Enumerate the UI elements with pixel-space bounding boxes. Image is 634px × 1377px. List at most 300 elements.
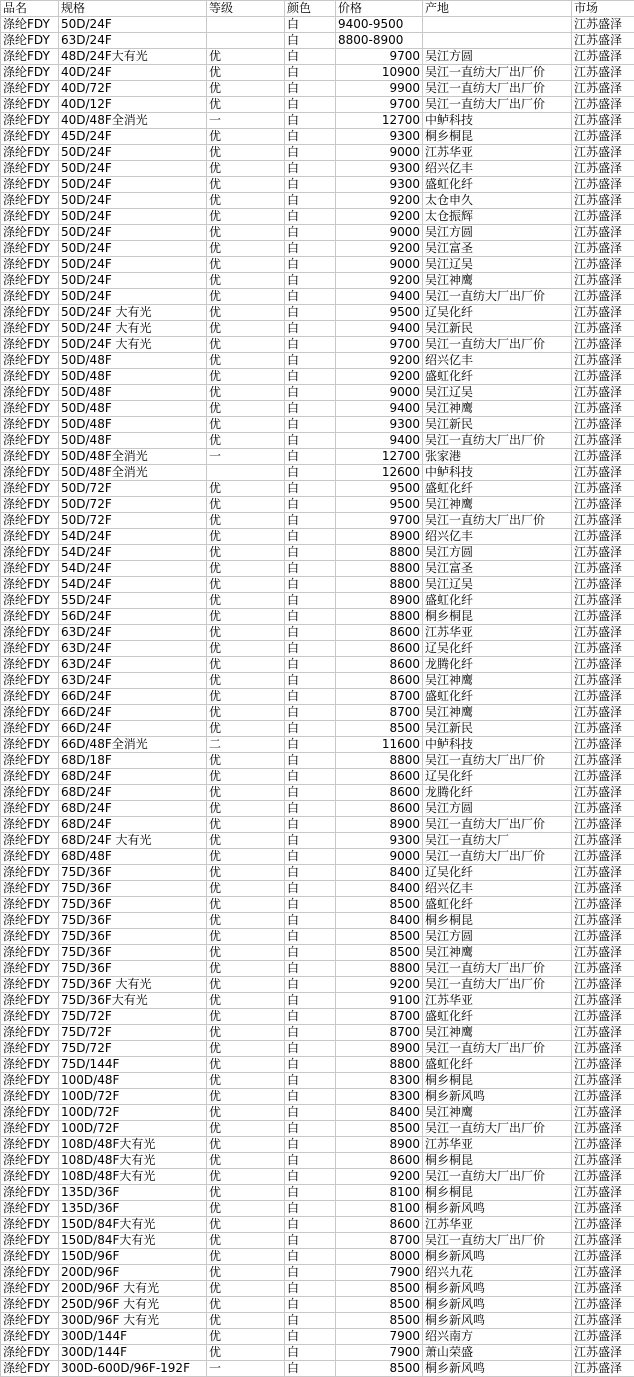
cell-market: 江苏盛泽: [572, 465, 634, 481]
cell-spec: 66D/24F: [59, 689, 207, 705]
cell-price: 8500: [336, 945, 423, 961]
cell-origin: 吴江新民: [423, 721, 572, 737]
cell-color: 白: [285, 721, 336, 737]
cell-color: 白: [285, 833, 336, 849]
cell-product-name: 涤纶FDY: [1, 849, 59, 865]
table-row: [1, 513, 634, 529]
cell-price: 7900: [336, 1345, 423, 1361]
cell-spec: 75D/72F: [59, 1041, 207, 1057]
cell-origin: 太仓振辉: [423, 209, 572, 225]
cell-price: 8900: [336, 817, 423, 833]
cell-price: 9200: [336, 241, 423, 257]
cell-origin: 盛虹化纤: [423, 481, 572, 497]
cell-grade: 优: [207, 1265, 285, 1281]
cell-price: 8600: [336, 785, 423, 801]
cell-price: 8500: [336, 929, 423, 945]
cell-spec: 150D/96F: [59, 1249, 207, 1265]
cell-product-name: 涤纶FDY: [1, 225, 59, 241]
table-row: [1, 1201, 634, 1217]
table-row: [1, 817, 634, 833]
cell-color: 白: [285, 289, 336, 305]
cell-price: 8800-8900: [336, 33, 423, 49]
cell-origin: 龙腾化纤: [423, 657, 572, 673]
cell-product-name: 涤纶FDY: [1, 993, 59, 1009]
cell-origin: 吴江一直纺大厂出厂价: [423, 753, 572, 769]
cell-grade: 优: [207, 481, 285, 497]
cell-price: 8300: [336, 1073, 423, 1089]
table-row: [1, 433, 634, 449]
cell-product-name: 涤纶FDY: [1, 593, 59, 609]
cell-origin: 桐乡新风鸣: [423, 1361, 572, 1377]
cell-grade: 优: [207, 145, 285, 161]
cell-spec: 75D/36F 大有光: [59, 977, 207, 993]
cell-grade: 优: [207, 369, 285, 385]
cell-market: 江苏盛泽: [572, 1185, 634, 1201]
table-row: [1, 257, 634, 273]
cell-origin: 吴江神鹰: [423, 1025, 572, 1041]
cell-color: 白: [285, 961, 336, 977]
cell-market: 江苏盛泽: [572, 1153, 634, 1169]
cell-spec: 50D/24F: [59, 145, 207, 161]
cell-market: 江苏盛泽: [572, 897, 634, 913]
cell-product-name: 涤纶FDY: [1, 529, 59, 545]
cell-color: 白: [285, 209, 336, 225]
cell-origin: 盛虹化纤: [423, 177, 572, 193]
cell-grade: 优: [207, 817, 285, 833]
cell-grade: 优: [207, 49, 285, 65]
cell-spec: 68D/48F: [59, 849, 207, 865]
table-row: [1, 225, 634, 241]
cell-product-name: 涤纶FDY: [1, 1265, 59, 1281]
cell-grade: 优: [207, 1281, 285, 1297]
table-row: [1, 273, 634, 289]
cell-market: 江苏盛泽: [572, 129, 634, 145]
table-row: [1, 673, 634, 689]
cell-product-name: 涤纶FDY: [1, 785, 59, 801]
cell-origin: 绍兴南方: [423, 1329, 572, 1345]
table-row: [1, 369, 634, 385]
cell-grade: 优: [207, 1185, 285, 1201]
cell-origin: 吴江方圆: [423, 49, 572, 65]
cell-color: 白: [285, 17, 336, 33]
cell-color: 白: [285, 545, 336, 561]
cell-color: 白: [285, 433, 336, 449]
cell-color: 白: [285, 945, 336, 961]
cell-product-name: 涤纶FDY: [1, 49, 59, 65]
cell-color: 白: [285, 785, 336, 801]
cell-grade: 优: [207, 945, 285, 961]
cell-product-name: 涤纶FDY: [1, 657, 59, 673]
cell-color: 白: [285, 753, 336, 769]
cell-spec: 75D/36F: [59, 897, 207, 913]
cell-origin: 吴江方圆: [423, 801, 572, 817]
header-color: 颜色: [285, 1, 336, 17]
table-row: [1, 1105, 634, 1121]
cell-spec: 50D/72F: [59, 513, 207, 529]
table-row: [1, 1329, 634, 1345]
cell-product-name: 涤纶FDY: [1, 1217, 59, 1233]
cell-color: 白: [285, 161, 336, 177]
table-row: [1, 49, 634, 65]
cell-spec: 50D/24F: [59, 177, 207, 193]
cell-origin: 中鲈科技: [423, 113, 572, 129]
cell-product-name: 涤纶FDY: [1, 273, 59, 289]
cell-market: 江苏盛泽: [572, 1313, 634, 1329]
cell-price: 8600: [336, 1217, 423, 1233]
cell-grade: 优: [207, 897, 285, 913]
table-row: [1, 849, 634, 865]
cell-spec: 63D/24F: [59, 673, 207, 689]
cell-grade: 优: [207, 721, 285, 737]
cell-price: 9400: [336, 321, 423, 337]
cell-spec: 50D/24F: [59, 289, 207, 305]
cell-color: 白: [285, 225, 336, 241]
cell-origin: 吴江神鹰: [423, 705, 572, 721]
cell-product-name: 涤纶FDY: [1, 113, 59, 129]
cell-market: 江苏盛泽: [572, 833, 634, 849]
cell-market: 江苏盛泽: [572, 1233, 634, 1249]
cell-price: 8800: [336, 545, 423, 561]
cell-grade: 优: [207, 801, 285, 817]
cell-product-name: 涤纶FDY: [1, 833, 59, 849]
cell-grade: 一: [207, 1361, 285, 1377]
cell-price: 9900: [336, 81, 423, 97]
cell-price: 9200: [336, 273, 423, 289]
cell-grade: 优: [207, 225, 285, 241]
cell-market: 江苏盛泽: [572, 913, 634, 929]
cell-origin: 吴江辽吴: [423, 257, 572, 273]
cell-spec: 66D/24F: [59, 705, 207, 721]
cell-market: 江苏盛泽: [572, 689, 634, 705]
cell-product-name: 涤纶FDY: [1, 817, 59, 833]
cell-spec: 300D/144F: [59, 1329, 207, 1345]
cell-spec: 55D/24F: [59, 593, 207, 609]
cell-color: 白: [285, 913, 336, 929]
cell-origin: 辽吴化纤: [423, 865, 572, 881]
table-row: [1, 769, 634, 785]
cell-spec: 50D/24F: [59, 17, 207, 33]
cell-origin: 江苏华亚: [423, 993, 572, 1009]
cell-origin: 吴江一直纺大厂出厂价: [423, 97, 572, 113]
cell-spec: 200D/96F 大有光: [59, 1281, 207, 1297]
cell-product-name: 涤纶FDY: [1, 513, 59, 529]
cell-price: 8500: [336, 1297, 423, 1313]
cell-price: 7900: [336, 1265, 423, 1281]
cell-market: 江苏盛泽: [572, 849, 634, 865]
cell-market: 江苏盛泽: [572, 673, 634, 689]
cell-color: 白: [285, 977, 336, 993]
cell-price: 9200: [336, 977, 423, 993]
cell-market: 江苏盛泽: [572, 977, 634, 993]
cell-origin: 吴江神鹰: [423, 497, 572, 513]
table-row: [1, 1265, 634, 1281]
cell-market: 江苏盛泽: [572, 1169, 634, 1185]
cell-price: 8400: [336, 865, 423, 881]
table-row: [1, 353, 634, 369]
cell-grade: 优: [207, 1201, 285, 1217]
cell-color: 白: [285, 1121, 336, 1137]
cell-color: 白: [285, 257, 336, 273]
cell-spec: 100D/72F: [59, 1121, 207, 1137]
cell-origin: 桐乡新风鸣: [423, 1281, 572, 1297]
cell-origin: 盛虹化纤: [423, 1057, 572, 1073]
cell-origin: 辽吴化纤: [423, 641, 572, 657]
cell-market: 江苏盛泽: [572, 529, 634, 545]
cell-market: 江苏盛泽: [572, 737, 634, 753]
cell-spec: 68D/18F: [59, 753, 207, 769]
cell-spec: 50D/24F: [59, 273, 207, 289]
cell-color: 白: [285, 1329, 336, 1345]
cell-price: 12700: [336, 113, 423, 129]
cell-market: 江苏盛泽: [572, 1009, 634, 1025]
table-row: [1, 833, 634, 849]
cell-color: 白: [285, 193, 336, 209]
cell-grade: 优: [207, 1233, 285, 1249]
cell-color: 白: [285, 801, 336, 817]
table-row: [1, 737, 634, 753]
cell-origin: 吴江一直纺大厂出厂价: [423, 977, 572, 993]
table-row: [1, 1073, 634, 1089]
cell-product-name: 涤纶FDY: [1, 881, 59, 897]
table-row: [1, 1281, 634, 1297]
cell-product-name: 涤纶FDY: [1, 1041, 59, 1057]
table-row: [1, 1297, 634, 1313]
cell-price: 9300: [336, 417, 423, 433]
cell-price: 8400: [336, 881, 423, 897]
cell-color: 白: [285, 993, 336, 1009]
cell-grade: 优: [207, 833, 285, 849]
cell-price: 8000: [336, 1249, 423, 1265]
cell-grade: 优: [207, 593, 285, 609]
cell-spec: 50D/48F全消光: [59, 449, 207, 465]
cell-origin: 绍兴亿丰: [423, 353, 572, 369]
cell-market: 江苏盛泽: [572, 721, 634, 737]
table-row: [1, 705, 634, 721]
cell-product-name: 涤纶FDY: [1, 481, 59, 497]
table-row: [1, 449, 634, 465]
cell-price: 12700: [336, 449, 423, 465]
cell-product-name: 涤纶FDY: [1, 65, 59, 81]
table-row: [1, 241, 634, 257]
cell-market: 江苏盛泽: [572, 577, 634, 593]
cell-origin: 吴江神鹰: [423, 401, 572, 417]
cell-price: 9200: [336, 193, 423, 209]
cell-price: 9400: [336, 433, 423, 449]
cell-price: 8500: [336, 1313, 423, 1329]
cell-color: 白: [285, 689, 336, 705]
cell-spec: 40D/72F: [59, 81, 207, 97]
cell-spec: 300D/96F 大有光: [59, 1313, 207, 1329]
table-row: [1, 657, 634, 673]
cell-product-name: 涤纶FDY: [1, 977, 59, 993]
cell-grade: 优: [207, 1121, 285, 1137]
cell-origin: 中鲈科技: [423, 737, 572, 753]
cell-price: 8800: [336, 753, 423, 769]
cell-spec: 150D/84F大有光: [59, 1217, 207, 1233]
cell-spec: 108D/48F大有光: [59, 1137, 207, 1153]
table-row: [1, 561, 634, 577]
cell-product-name: 涤纶FDY: [1, 241, 59, 257]
cell-color: 白: [285, 177, 336, 193]
cell-origin: 辽吴化纤: [423, 769, 572, 785]
cell-market: 江苏盛泽: [572, 497, 634, 513]
cell-spec: 68D/24F: [59, 769, 207, 785]
table-row: [1, 465, 634, 481]
cell-origin: 盛虹化纤: [423, 369, 572, 385]
cell-price: 8700: [336, 1025, 423, 1041]
cell-market: 江苏盛泽: [572, 65, 634, 81]
cell-spec: 300D-600D/96F-192F: [59, 1361, 207, 1377]
cell-spec: 50D/48F: [59, 433, 207, 449]
cell-grade: 优: [207, 401, 285, 417]
table-row: [1, 545, 634, 561]
cell-market: 江苏盛泽: [572, 1265, 634, 1281]
cell-market: 江苏盛泽: [572, 273, 634, 289]
cell-price: 9300: [336, 161, 423, 177]
cell-origin: 吴江辽吴: [423, 577, 572, 593]
cell-grade: 一: [207, 113, 285, 129]
cell-price: 8500: [336, 1281, 423, 1297]
cell-market: 江苏盛泽: [572, 513, 634, 529]
cell-origin: 吴江一直纺大厂出厂价: [423, 289, 572, 305]
cell-spec: 250D/96F 大有光: [59, 1297, 207, 1313]
cell-color: 白: [285, 817, 336, 833]
cell-product-name: 涤纶FDY: [1, 929, 59, 945]
cell-spec: 63D/24F: [59, 657, 207, 673]
cell-spec: 50D/24F: [59, 161, 207, 177]
cell-color: 白: [285, 1153, 336, 1169]
cell-market: 江苏盛泽: [572, 1361, 634, 1377]
cell-spec: 75D/144F: [59, 1057, 207, 1073]
cell-price: 9400: [336, 401, 423, 417]
cell-origin: 吴江方圆: [423, 545, 572, 561]
cell-market: 江苏盛泽: [572, 97, 634, 113]
cell-spec: 75D/72F: [59, 1025, 207, 1041]
cell-origin: 吴江一直纺大厂出厂价: [423, 65, 572, 81]
cell-grade: 优: [207, 929, 285, 945]
cell-grade: 优: [207, 657, 285, 673]
cell-color: 白: [285, 1313, 336, 1329]
cell-market: 江苏盛泽: [572, 641, 634, 657]
cell-market: 江苏盛泽: [572, 1249, 634, 1265]
cell-color: 白: [285, 385, 336, 401]
cell-grade: 优: [207, 385, 285, 401]
cell-spec: 108D/48F大有光: [59, 1153, 207, 1169]
table-row: [1, 1313, 634, 1329]
cell-spec: 63D/24F: [59, 641, 207, 657]
cell-spec: 108D/48F大有光: [59, 1169, 207, 1185]
cell-origin: 吴江一直纺大厂出厂价: [423, 433, 572, 449]
cell-price: 8900: [336, 1137, 423, 1153]
cell-origin: 江苏华亚: [423, 1137, 572, 1153]
cell-market: 江苏盛泽: [572, 241, 634, 257]
cell-product-name: 涤纶FDY: [1, 1089, 59, 1105]
table-row: [1, 689, 634, 705]
cell-spec: 54D/24F: [59, 561, 207, 577]
cell-spec: 150D/84F大有光: [59, 1233, 207, 1249]
table-row: [1, 1169, 634, 1185]
cell-grade: 优: [207, 577, 285, 593]
cell-market: 江苏盛泽: [572, 961, 634, 977]
cell-product-name: 涤纶FDY: [1, 33, 59, 49]
cell-market: 江苏盛泽: [572, 401, 634, 417]
table-row: [1, 1361, 634, 1377]
cell-grade: 优: [207, 561, 285, 577]
header-row: [1, 1, 634, 17]
cell-price: 8800: [336, 577, 423, 593]
cell-origin: [423, 17, 572, 33]
cell-product-name: 涤纶FDY: [1, 321, 59, 337]
cell-color: 白: [285, 625, 336, 641]
header-origin: 产地: [423, 1, 572, 17]
cell-origin: 吴江一直纺大厂出厂价: [423, 849, 572, 865]
table-row: [1, 1009, 634, 1025]
cell-spec: 40D/24F: [59, 65, 207, 81]
cell-origin: 吴江方圆: [423, 929, 572, 945]
cell-price: 8100: [336, 1185, 423, 1201]
cell-color: 白: [285, 1057, 336, 1073]
cell-origin: 吴江一直纺大厂出厂价: [423, 817, 572, 833]
cell-grade: 优: [207, 1105, 285, 1121]
cell-product-name: 涤纶FDY: [1, 689, 59, 705]
cell-spec: 68D/24F 大有光: [59, 833, 207, 849]
cell-color: 白: [285, 81, 336, 97]
cell-market: 江苏盛泽: [572, 993, 634, 1009]
cell-market: 江苏盛泽: [572, 1297, 634, 1313]
cell-spec: 48D/24F大有光: [59, 49, 207, 65]
cell-grade: 优: [207, 161, 285, 177]
cell-grade: 优: [207, 417, 285, 433]
cell-spec: 68D/24F: [59, 785, 207, 801]
table-row: [1, 929, 634, 945]
table-row: [1, 305, 634, 321]
cell-spec: 54D/24F: [59, 529, 207, 545]
cell-origin: 桐乡新风鸣: [423, 1089, 572, 1105]
cell-spec: 54D/24F: [59, 545, 207, 561]
cell-color: 白: [285, 337, 336, 353]
cell-grade: 优: [207, 625, 285, 641]
cell-grade: [207, 17, 285, 33]
cell-spec: 75D/36F: [59, 961, 207, 977]
cell-spec: 50D/24F: [59, 225, 207, 241]
cell-grade: 优: [207, 1313, 285, 1329]
table-row: [1, 641, 634, 657]
cell-spec: 50D/24F: [59, 257, 207, 273]
cell-market: 江苏盛泽: [572, 1105, 634, 1121]
cell-market: 江苏盛泽: [572, 257, 634, 273]
cell-price: 8700: [336, 705, 423, 721]
cell-color: 白: [285, 849, 336, 865]
cell-market: 江苏盛泽: [572, 433, 634, 449]
cell-origin: 桐乡新风鸣: [423, 1249, 572, 1265]
cell-grade: 优: [207, 529, 285, 545]
cell-price: 9000: [336, 385, 423, 401]
cell-market: 江苏盛泽: [572, 177, 634, 193]
table-row: [1, 945, 634, 961]
cell-product-name: 涤纶FDY: [1, 145, 59, 161]
cell-origin: 桐乡桐昆: [423, 913, 572, 929]
cell-price: 8600: [336, 641, 423, 657]
cell-spec: 50D/24F 大有光: [59, 305, 207, 321]
cell-spec: 50D/48F: [59, 417, 207, 433]
cell-grade: 优: [207, 65, 285, 81]
cell-product-name: 涤纶FDY: [1, 97, 59, 113]
cell-price: 9200: [336, 1169, 423, 1185]
cell-product-name: 涤纶FDY: [1, 417, 59, 433]
cell-price: 8100: [336, 1201, 423, 1217]
table-row: [1, 865, 634, 881]
cell-price: 9400: [336, 289, 423, 305]
